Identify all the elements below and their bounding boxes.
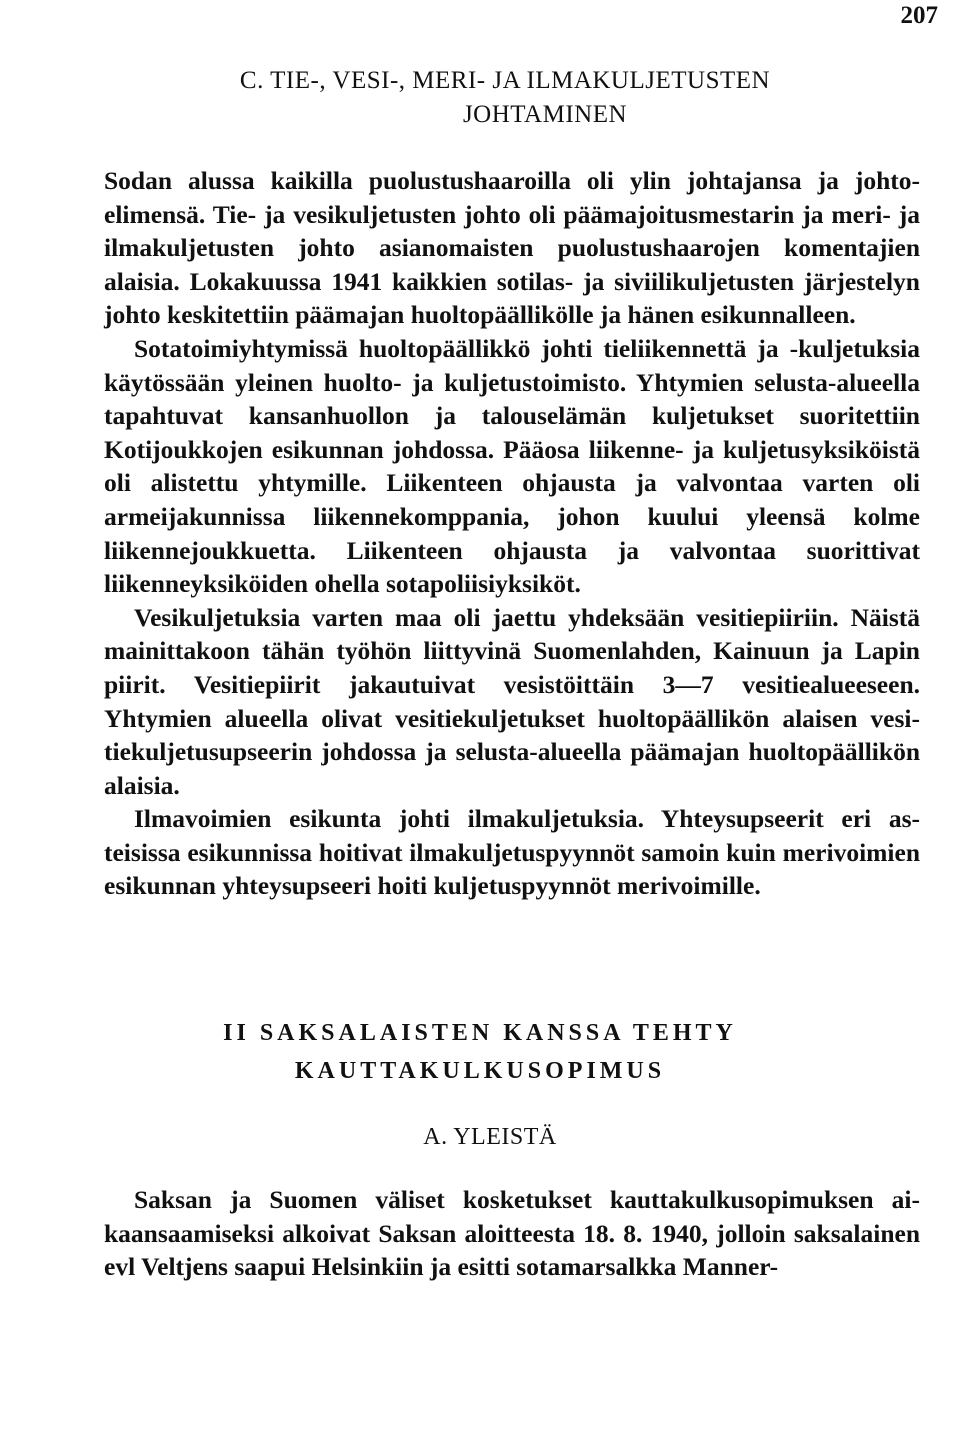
section-c-heading-line2: JOHTAMINEN <box>462 101 628 128</box>
section-c-heading-line1: C. TIE-, VESI-, MERI- JA ILMAKULJETUSTEN <box>239 67 771 94</box>
section-c-heading <box>0 64 960 132</box>
paragraph-c-1: Sodan alussa kaikilla puolustushaaroilla oli ylin johtajansa ja johtoelimensä. Tie- ja vesikuljetusten johto oli päämajoitusmestarin ja meri- ja ilmakuljetusten johto asianomaisten puolustushaarojen komentajien alaisia. Lokakuussa 1941 kaikkien sotilas- ja siviilikuljetusten järjestelyn johto keskitettiin päämajan huoltopäällikölle ja hänen esikunnalleen. <box>104 166 920 330</box>
paragraph-c-3: Vesikuljetuksia varten maa oli jaettu yhdeksään vesitiepiiriin. Näistä mainittakoon tähän työhön liittyvinä Suomenlahden, Kainuun ja Lapin piirit. Vesitiepiirit jakautuivat vesistöittäin 3—7 vesitiealueeseen. Yhtymien alueella olivat vesitiekuljetukset huoltopäällikön alaisen vesitiekuljetusupseerin johdossa ja selusta-alueella päämajan huoltopäällikön alaisia. <box>104 602 920 800</box>
section-ii-heading-line1: II SAKSALAISTEN KANSSA TEHTY <box>223 1020 737 1046</box>
section-a-heading <box>0 1120 960 1154</box>
section-c-body <box>104 164 920 903</box>
paragraph-a-1: Saksan ja Suomen väliset kosketukset kauttakulkusopimuksen aikaansaamiseksi alkoivat Saksan aloitteesta 18. 8. 1940, jolloin saksalainen evl Veltjens saapui Helsinkiin ja esitti sotamarsalkka Manner- <box>104 1185 920 1282</box>
section-ii-heading <box>0 1014 960 1090</box>
paragraph-c-4: Ilmavoimien esikunta johti ilmakuljetuksia. Yhteysupseerit eri asteisissa esikunnissa hoitivat ilmakuljetuspyynnöt samoin kuin merivoimien esikunnan yhteysupseeri hoiti kuljetuspyynnöt merivoimille. <box>104 804 920 901</box>
paragraph-c-2: Sotatoimiyhtymissä huoltopäällikkö johti tieliikennettä ja -kuljetuksia käytössään yleinen huolto- ja kuljetustoimisto. Yhtymien selusta-alueella tapahtuvat kansanhuollon ja talouselämän kuljetukset suoritettiin Kotijoukkojen esikunnan johdossa. Pääosa liikenne- ja kuljetusyksiköistä oli alistettu yhtymille. Liikenteen ohjausta ja valvontaa varten oli armeijakunnissa liikennekomppania, johon kuului yleensä kolme liikennejoukkuetta. Liikenteen ohjausta ja valvontaa suorittivat liikenneyksiköiden ohella sotapoliisiyksiköt. <box>104 333 920 599</box>
page-number: 207 <box>900 2 938 29</box>
section-a-heading-text: A. YLEISTÄ <box>423 1124 557 1150</box>
section-ii-heading-line2: KAUTTAKULKUSOPIMUS <box>294 1058 666 1084</box>
section-a-body <box>104 1183 920 1284</box>
